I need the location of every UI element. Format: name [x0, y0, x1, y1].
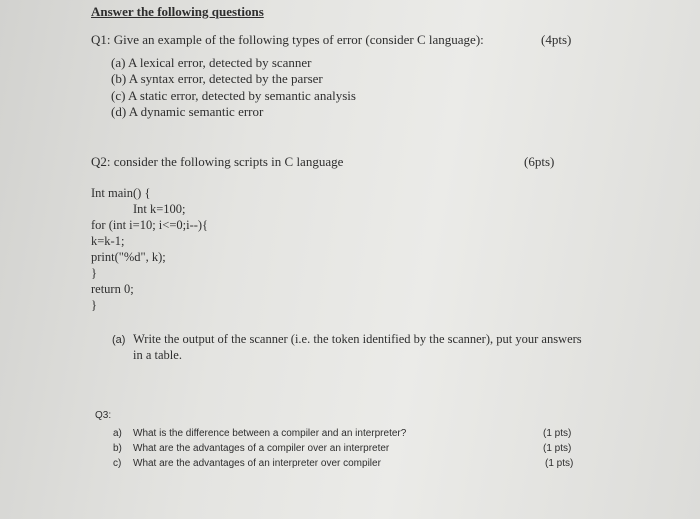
q3-item-a-points: (1 pts)	[543, 428, 572, 439]
q3-item-b-points: (1 pts)	[543, 443, 572, 454]
q1-item-c: (c) A static error, detected by semantic analysis	[111, 88, 356, 103]
code-line-6: }	[91, 266, 97, 280]
q2-part-a-line2: in a table.	[133, 348, 182, 362]
code-line-8: }	[91, 298, 97, 312]
code-line-2: Int k=100;	[133, 202, 186, 216]
code-line-5: print("%d", k);	[91, 250, 166, 264]
code-line-3: for (int i=10; i<=0;i--){	[91, 218, 209, 232]
q2-question: Q2: consider the following scripts in C language	[91, 154, 344, 169]
q2-part-a-label: (a)	[112, 334, 126, 346]
q3-item-b-text: What are the advantages of a compiler over an interpreter	[133, 443, 390, 454]
code-line-7: return 0;	[91, 282, 134, 296]
q1-item-a: (a) A lexical error, detected by scanner	[111, 55, 312, 70]
q1-item-d: (d) A dynamic semantic error	[111, 104, 264, 119]
q1-question: Q1: Give an example of the following types of error (consider C language):	[91, 32, 484, 47]
q3-item-c-label: c)	[113, 458, 122, 469]
code-line-4: k=k-1;	[91, 234, 125, 248]
q3-item-a-label: a)	[113, 428, 122, 439]
q3-item-b-label: b)	[113, 443, 122, 454]
code-line-1: Int main() {	[91, 186, 151, 200]
q3-item-a-text: What is the difference between a compiler and an interpreter?	[133, 428, 407, 439]
q3-label: Q3:	[95, 410, 112, 421]
q1-points: (4pts)	[541, 32, 572, 47]
q1-item-b: (b) A syntax error, detected by the parser	[111, 71, 323, 86]
q2-part-a-line1: Write the output of the scanner (i.e. the token identified by the scanner), put your answers	[133, 332, 582, 346]
q3-item-c-points: (1 pts)	[545, 458, 574, 469]
q3-item-c-text: What are the advantages of an interpreter over compiler	[133, 458, 381, 469]
section-heading: Answer the following questions	[91, 4, 264, 19]
q2-points: (6pts)	[524, 154, 555, 169]
